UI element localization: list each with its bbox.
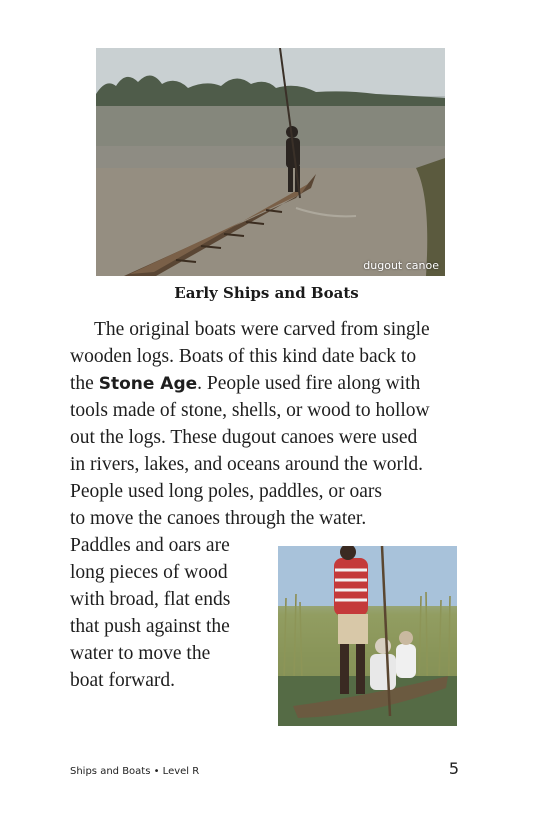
paragraph-line: The original boats were carved from single	[94, 319, 430, 340]
line-text: the	[70, 373, 99, 394]
paragraph-line: People used long poles, paddles, or oars	[70, 481, 382, 502]
pole-boat-illustration	[278, 546, 457, 726]
pole-boat-photo	[278, 546, 457, 726]
paragraph-line: tools made of stone, shells, or wood to hollow	[70, 400, 430, 421]
bold-term: Stone Age	[98, 374, 198, 394]
paragraph-line: in rivers, lakes, and oceans around the world.	[70, 454, 424, 475]
paragraph-line: water to move the	[70, 643, 211, 664]
paragraph-line: out the logs. These dugout canoes were used	[70, 427, 418, 448]
page-number: 5	[448, 759, 459, 778]
paragraph-line: wooden logs. Boats of this kind date back to	[70, 346, 417, 367]
paragraph-line	[70, 370, 420, 398]
section-heading: Early Ships and Boats	[174, 284, 359, 302]
paragraph-line: long pieces of wood	[70, 562, 228, 583]
line-text: . People used fire along with	[197, 373, 421, 394]
paragraph-line: to move the canoes through the water.	[70, 508, 367, 529]
dugout-canoe-photo	[96, 48, 445, 276]
paragraph-line: boat forward.	[70, 670, 176, 691]
photo-caption: dugout canoe	[363, 259, 439, 272]
paragraph-line: with broad, flat ends	[70, 589, 231, 610]
footer-book-title: Ships and Boats • Level R	[70, 766, 200, 777]
paragraph-line: Paddles and oars are	[70, 535, 230, 556]
paragraph-line: that push against the	[70, 616, 230, 637]
dugout-canoe-illustration	[96, 48, 445, 276]
